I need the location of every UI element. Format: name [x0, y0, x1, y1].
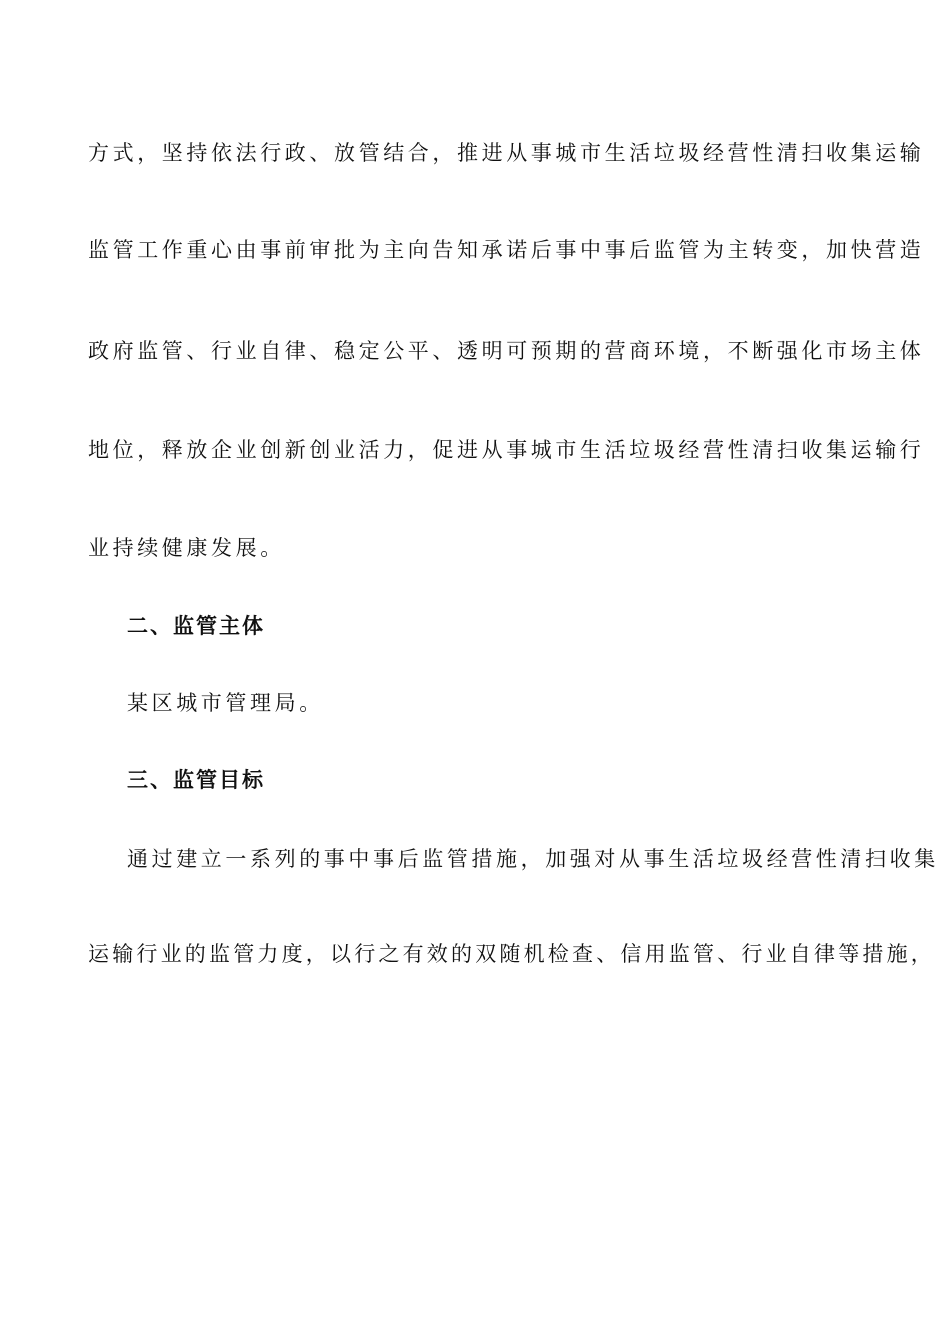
paragraph-line: 方式，坚持依法行政、放管结合，推进从事城市生活垃圾经营性清扫收集运输 — [88, 141, 925, 165]
section-heading-supervisor: 二、监管主体 — [127, 614, 265, 638]
paragraph-line: 监管工作重心由事前审批为主向告知承诺后事中事后监管为主转变，加快营造 — [88, 238, 925, 262]
paragraph-line: 政府监管、行业自律、稳定公平、透明可预期的营商环境，不断强化市场主体 — [88, 339, 925, 363]
paragraph-line: 通过建立一系列的事中事后监管措施，加强对从事生活垃圾经营性清扫收集 — [127, 847, 939, 871]
section-body-supervisor: 某区城市管理局。 — [127, 691, 324, 715]
section-heading-goals: 三、监管目标 — [127, 768, 265, 792]
paragraph-line: 业持续健康发展。 — [88, 536, 285, 560]
paragraph-line: 地位，释放企业创新创业活力，促进从事城市生活垃圾经营性清扫收集运输行 — [88, 438, 925, 462]
paragraph-line: 运输行业的监管力度，以行之有效的双随机检查、信用监管、行业自律等措施， — [88, 942, 935, 966]
